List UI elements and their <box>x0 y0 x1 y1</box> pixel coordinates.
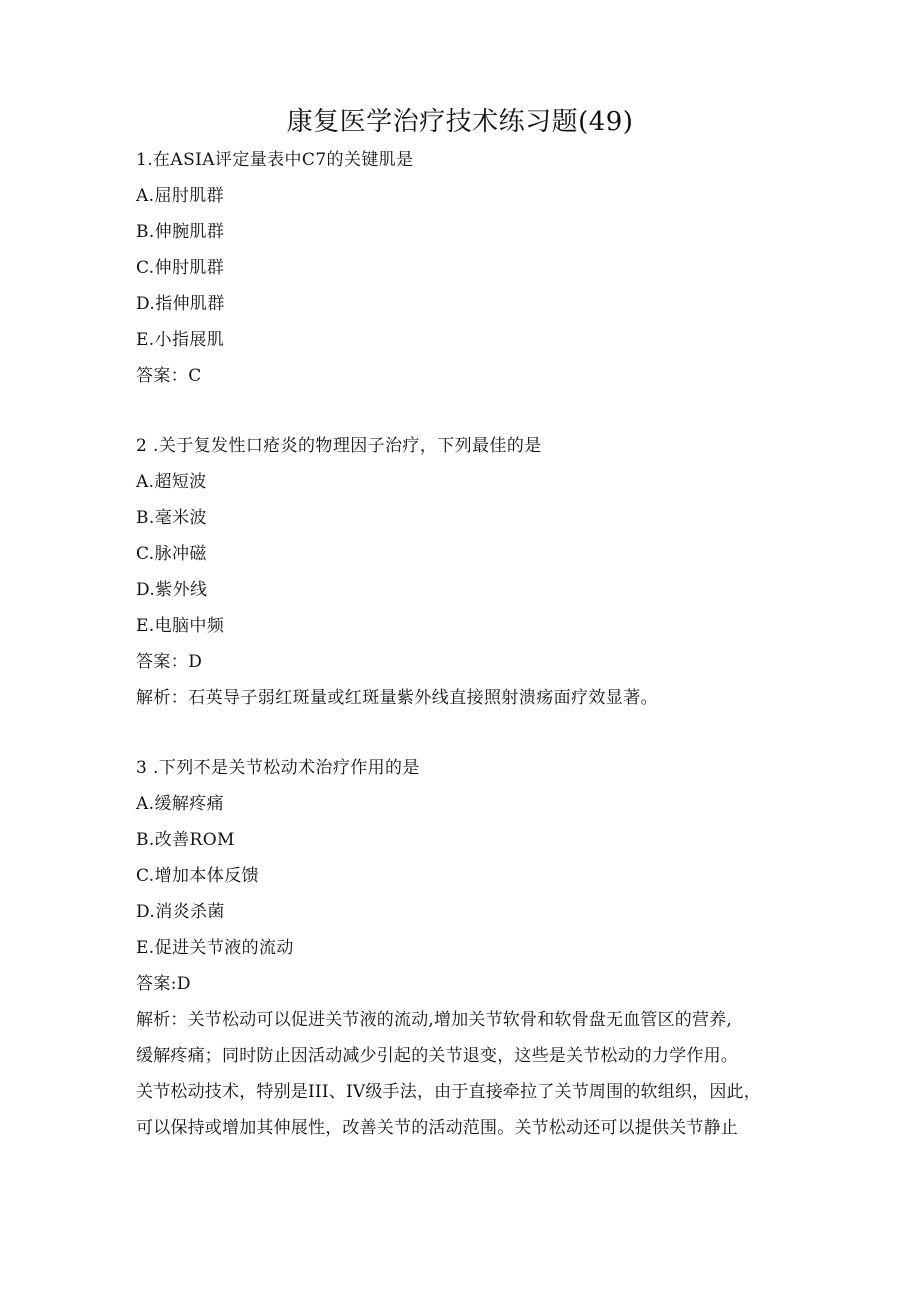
question-3-stem: 3 .下列不是关节松动术治疗作用的是 <box>136 758 420 778</box>
question-1-option-b: B.伸腕肌群 <box>136 222 225 242</box>
question-1-option-e: E.小指展肌 <box>136 330 225 350</box>
question-3-explanation <box>136 1008 786 1152</box>
question-2-explanation: 解析：石英导子弱红斑量或红斑量紫外线直接照射溃疡面疗效显著。 <box>136 688 658 708</box>
question-3-option-c: C.增加本体反馈 <box>136 866 260 886</box>
explanation-line: 可以保持或增加其伸展性，改善关节的活动范围。关节松动还可以提供关节静止 <box>136 1118 738 1138</box>
question-3-option-e: E.促进关节液的流动 <box>136 938 294 958</box>
question-2-answer: 答案：D <box>136 652 203 672</box>
question-2-option-c: C.脉冲磁 <box>136 544 207 564</box>
question-1-answer: 答案：C <box>136 366 202 386</box>
explanation-line: 关节松动技术，特别是III、IV级手法，由于直接牵拉了关节周围的软组织，因此， <box>136 1082 761 1102</box>
question-1-option-a: A.屈肘肌群 <box>136 186 225 206</box>
question-2-option-d: D.紫外线 <box>136 580 208 600</box>
question-1-option-c: C.伸肘肌群 <box>136 258 225 278</box>
question-2-option-a: A.超短波 <box>136 472 207 492</box>
question-3-option-d: D.消炎杀菌 <box>136 902 225 922</box>
question-3-option-b: B.改善ROM <box>136 830 235 850</box>
explanation-line: 解析：关节松动可以促进关节液的流动,增加关节软骨和软骨盘无血管区的营养, <box>136 1010 733 1030</box>
question-3-answer: 答案:D <box>136 974 191 994</box>
question-1-stem: 1.在ASIA评定量表中C7的关键肌是 <box>136 150 414 170</box>
question-1-option-d: D.指伸肌群 <box>136 294 225 314</box>
question-3-option-a: A.缓解疼痛 <box>136 794 225 814</box>
question-2-stem: 2 .关于复发性口疮炎的物理因子治疗，下列最佳的是 <box>136 436 542 456</box>
question-2-option-b: B.毫米波 <box>136 508 207 528</box>
question-2-option-e: E.电脑中频 <box>136 616 225 636</box>
document-title: 康复医学治疗技术练习题(49) <box>286 107 634 137</box>
explanation-line: 缓解疼痛；同时防止因活动减少引起的关节退变，这些是关节松动的力学作用。 <box>136 1046 738 1066</box>
